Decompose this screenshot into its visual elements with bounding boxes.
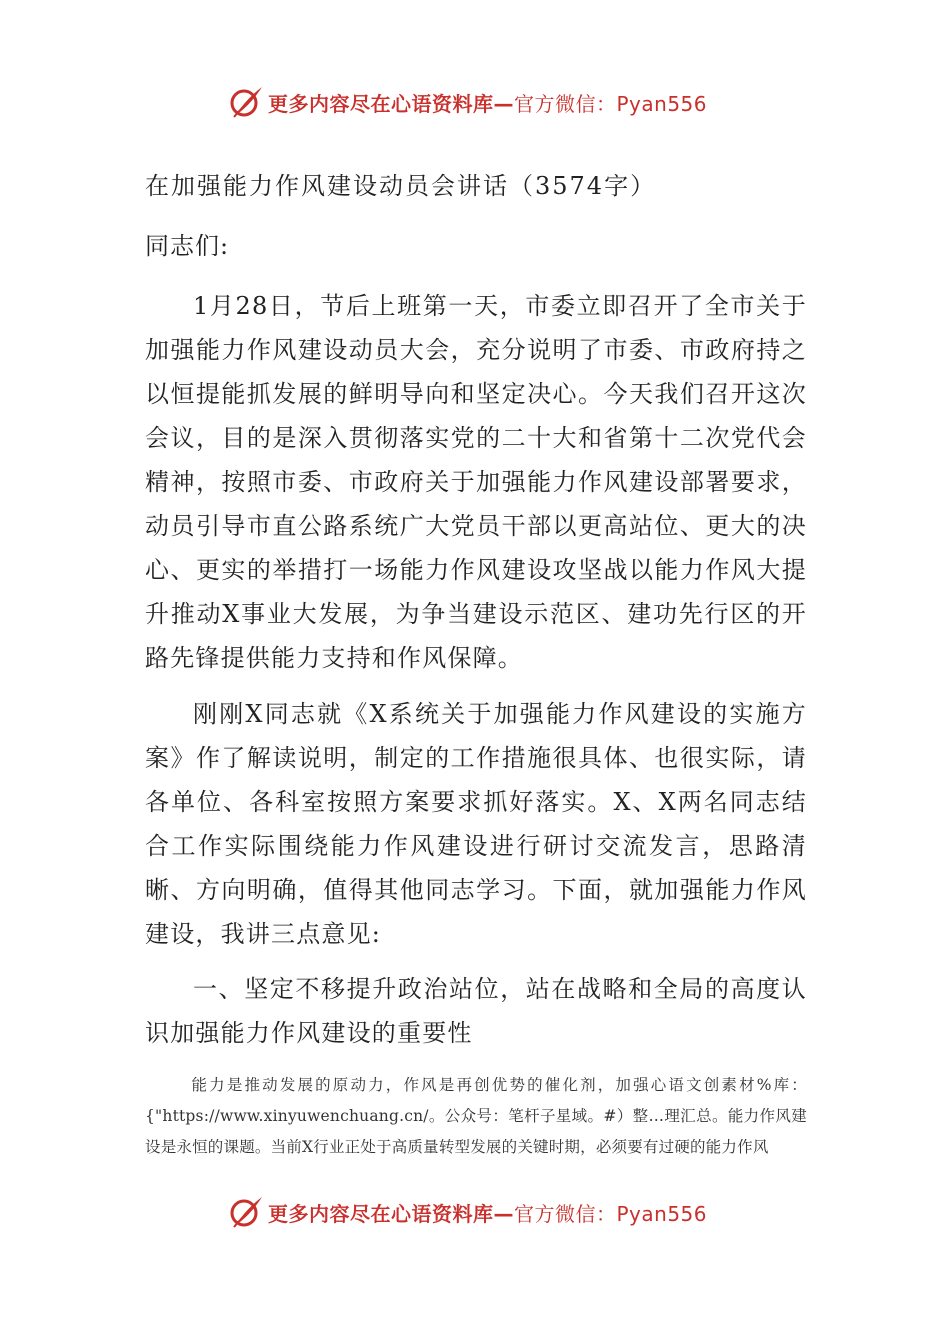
body-paragraph: 1月28日，节后上班第一天，市委立即召开了全市关于加强能力作风建设动员大会，充分说明了市委、市政府持之以恒提能抓发展的鲜明导向和坚定决心。今天我们召开这次会议，目的是深入贯彻落实党的二十大和省第十二次党代会精神，按照市委、市政府关于加强能力作风建设部署要求，动员引导市直公路系统广大党员干部以更高站位、更大的决心、更实的举措打一场能力作风建设攻坚战以能力作风大提升推动X事业大发展，为争当建设示范区、建功先行区的开路先锋提供能力支持和作风保障。: [145, 292, 807, 672]
quill-logo-icon: [228, 1194, 264, 1230]
quill-logo-icon: [228, 84, 264, 120]
watermark-wechat-id: Pyan556: [616, 91, 708, 116]
body-paragraph: 刚刚X同志就《X系统关于加强能力作风建设的实施方案》作了解读说明，制定的工作措施很具体、也很实际，请各单位、各科室按照方案要求抓好落实。X、X两名同志结合工作实际围绕能力作风建设进行研讨交流发言，思路清晰、方向明确，值得其他同志学习。下面，就加强能力作风建设，我讲三点意见:: [145, 700, 807, 948]
section-heading: 一、坚定不移提升政治站位，站在战略和全局的高度认识加强能力作风建设的重要性: [145, 975, 807, 1047]
small-paragraph: 能力是推动发展的原动力，作风是再创优势的催化剂，加强心语文创素材%库：{"https://www.xinyuwenchuang.cn/。公众号：笔杆子星域。#）整…理汇总。能力作风建设是永恒的课题。当前X行业正处于高质量转型发展的关键时期，必须要有过硬的能力作风: [145, 1076, 807, 1156]
watermark-wechat-label: 官方微信：: [514, 91, 617, 116]
watermark-wechat-id: Pyan556: [616, 1201, 708, 1226]
salutation: 同志们:: [145, 232, 230, 260]
watermark-text: [268, 88, 707, 117]
watermark-wechat-label: 官方微信：: [514, 1201, 617, 1226]
document-title: 在加强能力作风建设动员会讲话（3574字）: [145, 172, 657, 200]
watermark-banner-bottom: [228, 1192, 728, 1232]
watermark-brand: 更多内容尽在心语资料库—: [268, 1201, 514, 1226]
watermark-brand: 更多内容尽在心语资料库—: [268, 91, 514, 116]
watermark-text: [268, 1198, 707, 1227]
watermark-banner-top: [228, 82, 728, 122]
